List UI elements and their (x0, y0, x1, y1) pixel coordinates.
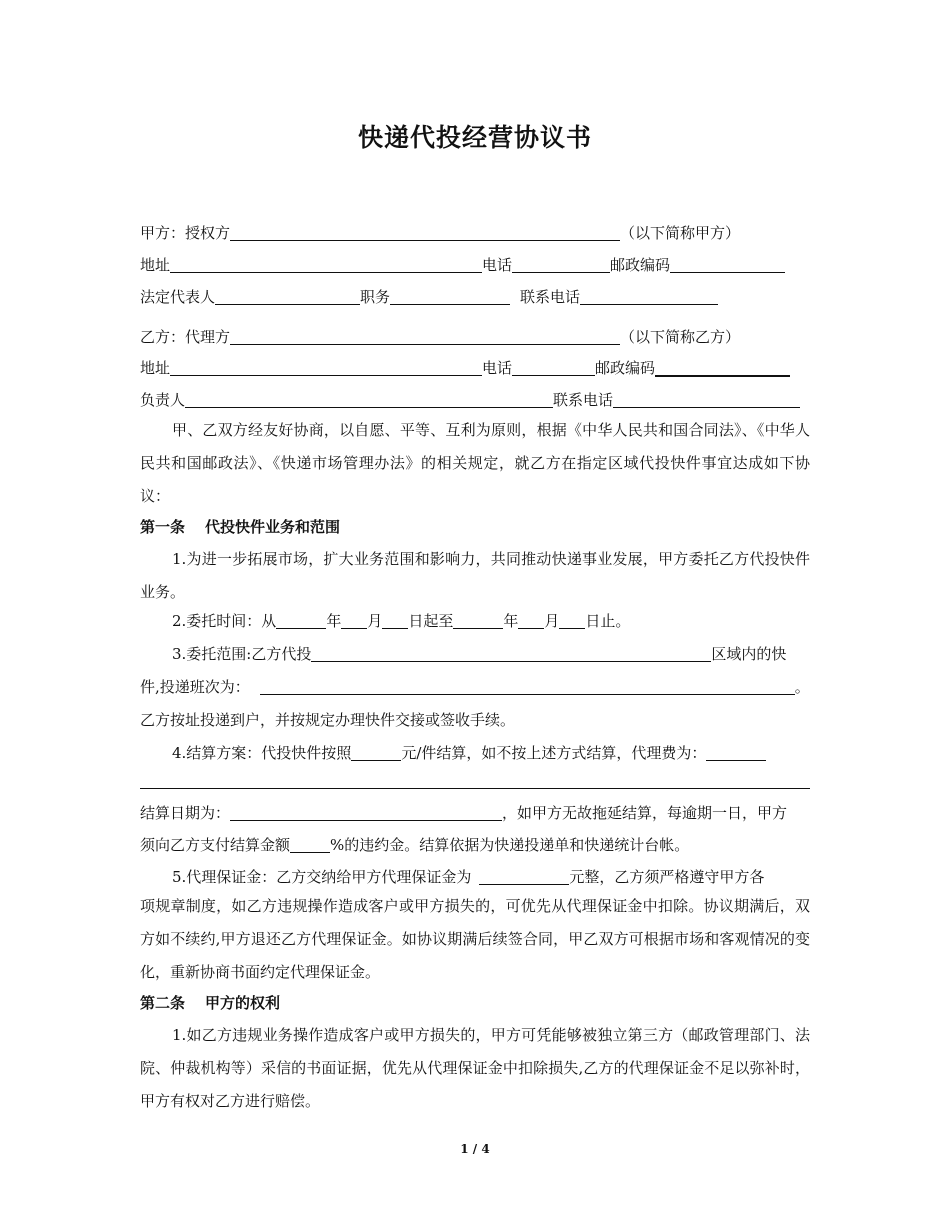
party-b-contact-label: 联系电话 (553, 391, 614, 409)
article-2-item-1: 1.如乙方违规业务操作造成客户或甲方损失的，甲方可凭能够被独立第三方（邮政管理部门、法院、仲裁机构等）采信的书面证据，优先从代理保证金中扣除损失,乙方的代理保证金不足以弥补时，甲方有权对乙方进行赔偿。 (140, 1026, 810, 1110)
article-2-title: 甲方的权利 (205, 994, 281, 1012)
item-4-mid: 元/件结算，如不按上述方式结算，代理费为： (401, 744, 707, 762)
party-a-address-field[interactable] (170, 254, 482, 273)
item-5-prefix: 5.代理保证金：乙方交纳给甲方代理保证金为 (172, 868, 472, 886)
item-4-penalty-suffix: %的违约金。结算依据为快递投递单和快递统计台帐。 (330, 836, 690, 854)
end-day-field[interactable] (559, 610, 585, 629)
start-day-label: 日起至 (408, 612, 454, 630)
article-1-item-4-line-3 (140, 834, 810, 856)
intro-paragraph: 甲、乙双方经友好协商，以自愿、平等、互利为原则，根据《中华人民共和国合同法》、《中华人民共和国邮政法》、《快递市场管理办法》的相关规定，就乙方在指定区域代投快件事宜达成如下协议： (140, 421, 810, 505)
party-b-postcode-field[interactable] (655, 357, 790, 377)
party-a-legal-rep-label: 法定代表人 (140, 288, 216, 306)
delivery-shift-field[interactable] (260, 676, 795, 695)
party-b-suffix: （以下简称乙方） (620, 328, 741, 346)
party-a-legal-rep-field[interactable] (215, 286, 360, 305)
item-3-suffix: 区域内的快 (711, 645, 787, 663)
page-number: 1 / 4 (460, 1142, 490, 1156)
delivery-shift-label: 件,投递班次为： (140, 678, 250, 696)
item-4-after-date: ，如甲方无故拖延结算，每逾期一日，甲方 (502, 804, 788, 822)
party-a-phone-field[interactable] (512, 254, 610, 273)
party-a-position-field[interactable] (390, 286, 510, 305)
party-a-address-label: 地址 (140, 256, 171, 274)
party-b-manager-label: 负责人 (140, 391, 186, 409)
party-a-address-row (140, 254, 810, 276)
article-1-item-5-rest: 项规章制度，如乙方违规操作造成客户或甲方损失的，可优先从代理保证金中扣除。协议期满后，双方如不续约,甲方退还乙方代理保证金。如协议期满后续签合同，甲乙双方可根据市场和客观情况的变化，重新协商书面约定代理保证金。 (140, 897, 810, 981)
agency-fee-continuation-line[interactable] (140, 788, 810, 789)
party-a-phone-label: 电话 (482, 256, 513, 274)
article-2-number: 第二条 (140, 994, 186, 1012)
article-1-item-5-line-1 (140, 866, 810, 888)
party-a-name-field[interactable] (230, 222, 620, 241)
per-piece-rate-field[interactable] (351, 742, 401, 761)
end-month-label: 月 (544, 612, 560, 630)
party-b-address-field[interactable] (170, 357, 482, 376)
document-title: 快递代投经营协议书 (357, 123, 592, 152)
party-b-name-field[interactable] (230, 326, 620, 345)
end-day-label: 日止。 (585, 612, 631, 630)
item-2-prefix: 2.委托时间：从 (172, 612, 277, 630)
article-1-title: 代投快件业务和范围 (205, 518, 341, 536)
party-b-address-row (140, 357, 810, 379)
party-b-postcode-label: 邮政编码 (595, 359, 656, 377)
settlement-date-label: 结算日期为： (140, 804, 231, 822)
start-year-label: 年 (326, 612, 342, 630)
item-3-prefix: 3.委托范围:乙方代投 (172, 645, 312, 663)
article-1-number: 第一条 (140, 518, 186, 536)
item-5-suffix: 元整，乙方须严格遵守甲方各 (569, 868, 765, 886)
article-1-item-3-line-3: 乙方按址投递到户，并按规定办理快件交接或签收手续。 (140, 711, 516, 729)
party-a-row (140, 222, 810, 244)
party-b-address-label: 地址 (140, 359, 171, 377)
article-2-heading (140, 992, 280, 1014)
party-a-label: 甲方：授权方 (140, 224, 231, 242)
item-4-penalty-prefix: 须向乙方支付结算金额 (140, 836, 291, 854)
article-1-item-1: 1.为进一步拓展市场，扩大业务范围和影响力，共同推动快递事业发展，甲方委托乙方代投快件业务。 (140, 550, 810, 601)
party-b-phone-field[interactable] (512, 357, 595, 376)
end-month-field[interactable] (518, 610, 544, 629)
settlement-date-field[interactable] (230, 802, 502, 821)
article-1-item-3-line-2 (140, 676, 810, 698)
penalty-percent-field[interactable] (290, 834, 330, 853)
party-a-postcode-field[interactable] (670, 254, 785, 273)
party-a-postcode-label: 邮政编码 (610, 256, 671, 274)
party-a-position-label: 职务 (360, 288, 391, 306)
item-4-prefix: 4.结算方案：代投快件按照 (172, 744, 352, 762)
article-1-heading (140, 516, 340, 538)
agency-fee-field[interactable] (706, 742, 766, 761)
article-1-item-4-line-2 (140, 802, 810, 824)
start-year-field[interactable] (276, 610, 326, 629)
party-b-row (140, 326, 810, 348)
delegated-area-field[interactable] (311, 643, 711, 662)
party-a-suffix: （以下简称甲方） (620, 224, 741, 242)
article-1-item-2 (140, 610, 810, 632)
article-1-item-3-line-1 (140, 643, 810, 665)
party-b-phone-label: 电话 (482, 359, 513, 377)
end-year-label: 年 (503, 612, 519, 630)
party-b-manager-field[interactable] (185, 389, 553, 408)
deposit-amount-field[interactable] (479, 866, 569, 885)
start-day-field[interactable] (382, 610, 408, 629)
end-year-field[interactable] (453, 610, 503, 629)
party-b-label: 乙方：代理方 (140, 328, 231, 346)
party-b-contact-field[interactable] (613, 389, 800, 408)
article-1-item-4-line-1 (140, 742, 810, 764)
party-a-contact-label: 联系电话 (520, 288, 581, 306)
party-a-contact-field[interactable] (580, 286, 718, 305)
item-3-period: 。 (794, 678, 810, 696)
party-b-manager-row (140, 389, 810, 411)
party-a-rep-row (140, 286, 810, 308)
start-month-field[interactable] (341, 610, 367, 629)
start-month-label: 月 (367, 612, 383, 630)
